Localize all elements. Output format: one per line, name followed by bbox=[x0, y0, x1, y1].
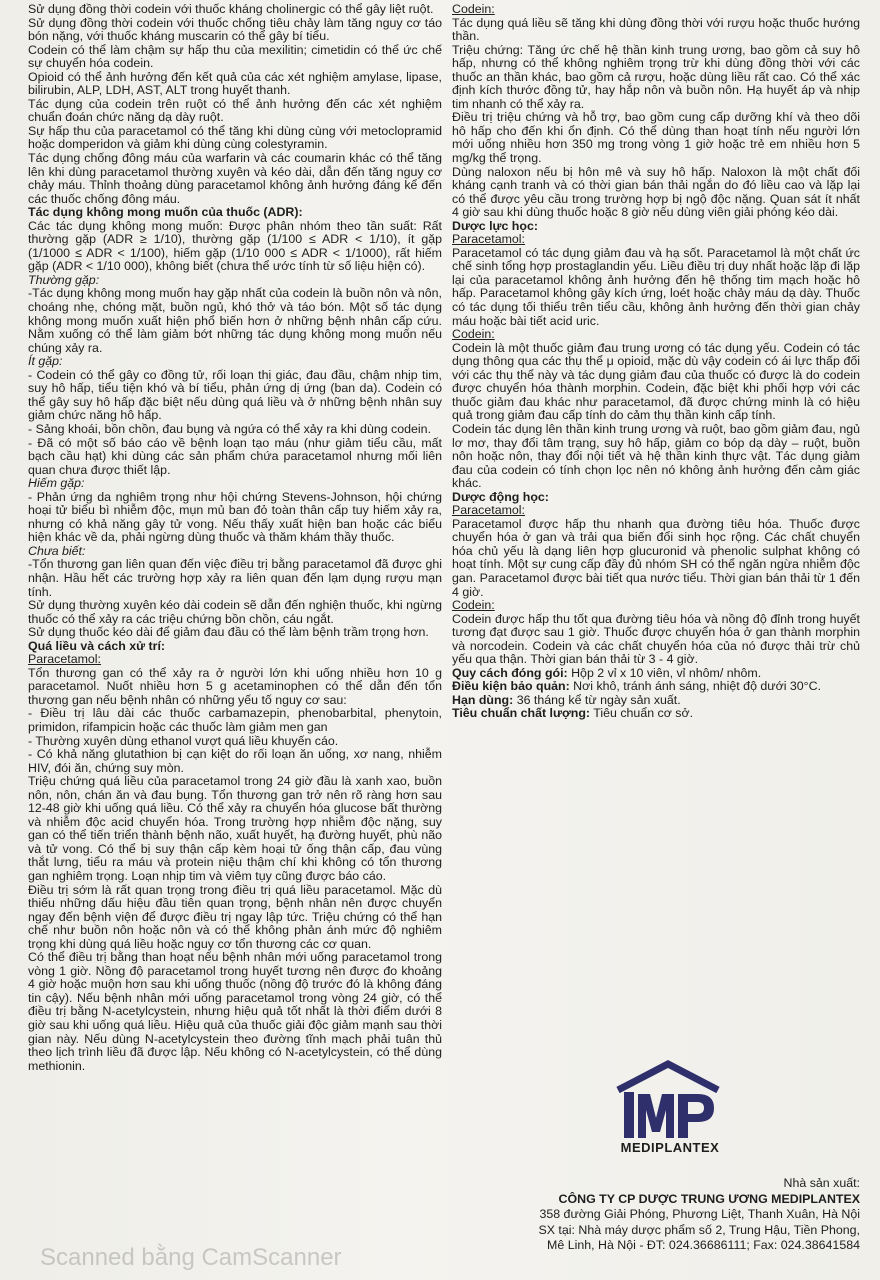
section-heading: Dược lực học: bbox=[452, 218, 538, 233]
manufacturer-factory-line-1: SX tại: Nhà máy dược phẩm số 2, Trung Hậu, Tiền Phong, bbox=[538, 1222, 860, 1237]
paragraph: Các tác dụng không mong muốn: Được phân nhóm theo tần suất: Rất thường gặp (ADR ≥ 1/10), thường gặp (1/100 ≤ ADR < 1/10), ít gặp (1/1000 ≤ ADR < 1/100), hiếm gặp (1/10 000 ≤ ADR < 1/1000), rất hiếm gặp (ADR < 1/10 000), không biết (chưa thể ước tính từ số liệu hiện có). bbox=[28, 218, 442, 274]
frequency-label: Chưa biết: bbox=[28, 543, 86, 558]
section-heading: Quá liều và cách xử trí: bbox=[28, 638, 166, 653]
brand-name: MEDIPLANTEX bbox=[620, 1140, 720, 1155]
frequency-label: Thường gặp: bbox=[28, 272, 100, 287]
paragraph: Triệu chứng: Tăng ức chế hệ thần kinh trung ương, bao gồm cả suy hô hấp, nhưng có thể không nghiêm trọng trừ khi dùng đồng thời với các thuốc an thần khác, bao gồm cả rượu, hoặc dùng liều rất cao. Có thể xác định kích thước đồng tử, hay hắp nôn và buồn nôn. Hạ huyết áp và nhịp tim nhanh có thể xảy ra. bbox=[452, 42, 860, 111]
paragraph: Opioid có thể ảnh hưởng đến kết quả của các xét nghiệm amylase, lipase, bilirubin, ALP, LDH, AST, ALT trong huyết thanh. bbox=[28, 69, 442, 98]
paragraph: Sử dụng đồng thời codein với thuốc kháng cholinergic có thể gây liệt ruột. bbox=[28, 2, 434, 16]
subsection-heading: Codein: bbox=[452, 598, 495, 613]
paragraph: Sử dụng đồng thời codein với thuốc chống tiêu chảy làm tăng nguy cơ táo bón nặng, với thuốc kháng muscarin có thể gây bí tiểu. bbox=[28, 15, 442, 44]
paragraph: Codein được hấp thu tốt qua đường tiêu hóa và nồng độ đỉnh trong huyết tương đạt được sau 1 giờ. Thuốc được chuyển hóa ở gan thành morphin và norcodein. Codein và các chất chuyển hóa của nó được thải trừ chủ yếu qua thận. Thời gian bán thải từ 3 - 4 giờ. bbox=[452, 611, 860, 667]
info-label: Hạn dùng: bbox=[452, 692, 514, 707]
paragraph: Triệu chứng quá liều của paracetamol trong 24 giờ đầu là xanh xao, buồn nôn, nôn, chán ăn và đau bụng. Tổn thương gan trở nên rõ ràng hơn sau 12-48 giờ khi uống quá liều. Có thể xảy ra chuyển hóa glucose bất thường và nhiễm độc acid chuyển hóa. Trong trường hợp nhiễm độc nặng, suy gan có thể tiến triển thành bệnh não, xuất huyết, hạ đường huyết, phù não và tử vong. Có thể bị suy thận cấp kèm hoại tử ống thận cấp, đau vùng thắt lưng, tiểu ra máu và protein niệu thậm chí khi không có tổn thương gan nghiêm trọng. Loạn nhịp tim và viêm tụy cũng được báo cáo. bbox=[28, 774, 442, 883]
info-label: Điều kiện bảo quản: bbox=[452, 679, 570, 694]
paragraph: - Điều trị lâu dài các thuốc carbamazepin, phenobarbital, phenytoin, primidon, rifampicin hoặc các thuốc làm giảm men gan bbox=[28, 706, 442, 734]
scanner-watermark: Scanned bằng CamScanner bbox=[40, 1244, 342, 1271]
paragraph: Paracetamol được hấp thu nhanh qua đường tiêu hóa. Thuốc được chuyển hóa ở gan và trải qua biến đổi sinh học rộng. Các chất chuyển hóa chủ yếu là dạng liên hợp glucuronid và phenolic sulphat không có hoạt tính. Một sự cung cấp đầy đủ nhóm SH có thể ngăn ngừa nhiễm độc gan. Paracetamol được bài tiết qua nước tiểu. Thời gian bán thải từ 1 đến 4 giờ. bbox=[452, 516, 860, 599]
paragraph: Dùng naloxon nếu bị hôn mê và suy hô hấp. Naloxon là một chất đối kháng cạnh tranh và có thời gian bán thải ngắn do đó liều cao và lặp lại có thể được yêu cầu trong trường hợp bị ngộ độc nặng. Quan sát ít nhất 4 giờ sau khi dùng thuốc hoặc 8 giờ nếu dùng viên giải phóng kéo dài. bbox=[452, 164, 860, 220]
right-text-column bbox=[452, 3, 860, 721]
frequency-label: Ít gặp: bbox=[28, 354, 63, 369]
paragraph: Tác dụng quá liều sẽ tăng khi dùng đồng thời với rượu hoặc thuốc hướng thần. bbox=[452, 15, 860, 44]
info-value: Tiêu chuẩn cơ sở. bbox=[590, 706, 694, 721]
paragraph: - Có khả năng glutathion bị cạn kiệt do rối loạn ăn uống, xơ nang, nhiễm HIV, đói ăn, chứng suy mòn. bbox=[28, 747, 442, 775]
paragraph: -Tác dụng không mong muốn hay gặp nhất của codein là buồn nôn và nôn, choáng nhẹ, chóng mặt, buồn ngủ, khó thở và táo bón. Một số tác dụng không mong muốn xuất hiện phổ biến hơn ở những bệnh nhân cấp cứu. Nằm xuống có thể làm giảm bớt những tác dụng không mong muốn nếu chúng xảy ra. bbox=[28, 286, 442, 355]
paragraph: Sự hấp thu của paracetamol có thể tăng khi dùng cùng với metoclopramid hoặc domperidon và giảm khi dùng cùng colestyramin. bbox=[28, 123, 442, 152]
section-heading: Dược động học: bbox=[452, 489, 549, 504]
section-heading: Tác dụng không mong muốn của thuốc (ADR): bbox=[28, 205, 303, 220]
paragraph: Tác dụng chống đông máu của warfarin và các coumarin khác có thể tăng lên khi dùng paracetamol thường xuyên và kéo dài, dẫn đến tăng nguy cơ chảy máu. Thỉnh thoảng dùng paracetamol không ảnh hưởng đáng kể đến các thuốc chống đông máu. bbox=[28, 151, 442, 206]
info-row bbox=[452, 680, 860, 694]
info-row bbox=[452, 694, 860, 708]
paragraph: - Phản ứng da nghiêm trọng như hội chứng Stevens-Johnson, hội chứng hoại tử biểu bì nhiễm độc, mụn mủ ban đỏ toàn thân cấp tuy hiếm xảy ra, nhưng có khả năng gây tử vong. Nếu thấy xuất hiện ban hoặc các biểu hiện khác về da, phải ngừng dùng thuốc và thăm khám thầy thuốc. bbox=[28, 489, 442, 545]
manufacturer-address: 358 đường Giải Phóng, Phương Liệt, Thanh Xuân, Hà Nội bbox=[539, 1207, 860, 1221]
subsection-heading: Paracetamol: bbox=[452, 503, 526, 518]
manufacturer-block bbox=[470, 1176, 860, 1254]
info-row bbox=[452, 667, 860, 681]
info-value: Hộp 2 vỉ x 10 viên, vỉ nhôm/ nhôm. bbox=[567, 665, 762, 680]
info-label: Quy cách đóng gói: bbox=[452, 665, 568, 680]
subsection-heading: Codein: bbox=[452, 2, 495, 16]
paragraph: Tác dụng của codein trên ruột có thể ảnh hưởng đến các xét nghiệm chuẩn đoán chức năng dạ dày ruột. bbox=[28, 96, 442, 125]
mediplantex-logo bbox=[598, 1058, 738, 1142]
paragraph: Điều trị triệu chứng và hỗ trợ, bao gồm cung cấp dưỡng khí và theo dõi hô hấp cho đến khi ổn định. Có thể dùng than hoạt tính nếu người lớn mới uống nhiều hơn 350 mg trong vòng 1 giờ hoặc trẻ em nhiều hơn 5 mg/kg thể trọng. bbox=[452, 110, 860, 166]
info-value: Nơi khô, tránh ánh sáng, nhiệt độ dưới 30°C. bbox=[569, 679, 822, 694]
paragraph: - Codein có thể gây co đồng tử, rối loạn thị giác, đau đầu, chậm nhịp tim, suy hô hấp, tiểu tiện khó và bí tiểu, phản ứng dị ứng (ban da). Codein có thể gây suy hô hấp đặc biệt nếu dùng quá liều và ở những bệnh nhân suy giảm chức năng hô hấp. bbox=[28, 367, 442, 423]
paragraph: Codein tác dụng lên thần kinh trung ương và ruột, bao gồm giảm đau, ngủ lơ mơ, thay đổi tâm trạng, suy hô hấp, giảm co bóp dạ dày – ruột, buồn nôn hoặc nôn, thay đổi nội tiết và hệ thần kinh thực vật. Tác dụng giảm đau của codein có tính chọn lọc nên nó không ảnh hưởng đến cảm giác khác. bbox=[452, 421, 860, 491]
paragraph: - Thường xuyên dùng ethanol vượt quá liều khuyến cáo. bbox=[28, 733, 339, 748]
paragraph: - Đã có một số báo cáo về bệnh loạn tạo máu (như giảm tiểu cầu, mất bạch cầu hạt) khi dùng các sản phẩm chứa paracetamol nhưng mối liên quan chưa được thiết lập. bbox=[28, 435, 442, 477]
subsection-heading: Codein: bbox=[452, 327, 495, 342]
manufacturer-company: CÔNG TY CP DƯỢC TRUNG ƯƠNG MEDIPLANTEX bbox=[558, 1191, 860, 1206]
frequency-label: Hiếm gặp: bbox=[28, 476, 85, 491]
info-value: 36 tháng kể từ ngày sản xuất. bbox=[513, 692, 681, 707]
manufacturer-factory-line-2: Mê Linh, Hà Nội - ĐT: 024.36686111; Fax: 024.38641584 bbox=[547, 1238, 860, 1252]
paragraph: - Sảng khoái, bồn chồn, đau bụng và ngứa có thể xảy ra khi dùng codein. bbox=[28, 421, 432, 436]
info-row bbox=[452, 707, 860, 721]
paragraph: Paracetamol có tác dụng giảm đau và hạ sốt. Paracetamol là một chất ức chế sinh tổng hợp prostaglandin yếu. Liều điều trị duy nhất hoặc lặp đi lặp lại của paracetamol không ảnh hưởng đến hệ thống tim mạch hoặc hô hấp. Paracetamol không gây kích ứng, loét hoặc chảy máu dạ dày. Thuốc có tác dụng tối thiểu trên tiểu cầu, không ảnh hưởng đến thời gian chảy máu hoặc bài tiết acid uric. bbox=[452, 245, 860, 328]
left-text-column bbox=[28, 3, 442, 1073]
paragraph: Sử dụng thường xuyên kéo dài codein sẽ dẫn đến nghiện thuốc, khi ngừng thuốc có thể xảy ra các triệu chứng bồn chồn, cáu ngắt. bbox=[28, 598, 442, 626]
paragraph: Codein có thể làm chậm sự hấp thu của mexilitin; cimetidin có thể ức chế sự chuyển hóa codein. bbox=[28, 42, 442, 71]
paragraph: -Tổn thương gan liên quan đến việc điều trị bằng paracetamol đã được ghi nhận. Hầu hết các trường hợp xảy ra liên quan đến lạm dụng rượu mạn tính. bbox=[28, 557, 442, 599]
paragraph: Điều trị sớm là rất quan trọng trong điều trị quá liều paracetamol. Mặc dù thiếu những dấu hiệu đầu tiên quan trọng, bệnh nhân nên được chuyển ngay đến bệnh viện để được điều trị ngay lập tức. Triệu chứng có thể hạn chế như buồn nôn hoặc nôn và có thể không phản ánh mức độ nghiêm trọng khi dùng quá liều hoặc nguy cơ tổn thương các cơ quan. bbox=[28, 882, 442, 951]
mediplantex-logo-icon bbox=[598, 1058, 738, 1142]
info-label: Tiêu chuẩn chất lượng: bbox=[452, 706, 591, 721]
manufacturer-heading: Nhà sản xuất: bbox=[783, 1176, 860, 1190]
paragraph: Sử dụng thuốc kéo dài để giảm đau đầu có thể làm bệnh trầm trọng hơn. bbox=[28, 625, 429, 640]
paragraph: Tổn thương gan có thể xảy ra ở người lớn khi uống nhiều hơn 10 g paracetamol. Nuốt nhiều hơn 5 g acetaminophen có thể dẫn đến tổn thương gan nếu bệnh nhân có những yếu tố nguy cơ sau: bbox=[28, 665, 442, 707]
paragraph: Có thể điều trị bằng than hoạt nếu bệnh nhân mới uống paracetamol trong vòng 1 giờ. Nồng độ paracetamol trong huyết tương nên được đo khoảng 4 giờ hoặc muộn hơn sau khi uống thuốc (nồng độ trước đó là không đáng tin cậy). Nếu bệnh nhân mới uống paracetamol trong vòng 24 giờ, có thể điều trị bằng N-acetylcystein, nhưng hiệu quả tốt nhất là thời điểm dưới 8 giờ sau khi uống quá liều. Hiệu quả của thuốc giải độc giảm mạnh sau thời gian này. Nếu dùng N-acetylcystein theo đường tĩnh mạch phải tuân thủ theo lịch trình liều đã được lập. Nếu không có N-acetylcystein, có thể dùng methionin. bbox=[28, 950, 442, 1073]
subsection-heading: Paracetamol: bbox=[452, 232, 526, 247]
subsection-heading: Paracetamol: bbox=[28, 652, 102, 667]
paragraph: Codein là một thuốc giảm đau trung ương có tác dụng yếu. Codein có tác dụng thông qua các thụ thể μ opioid, mặc dù vậy codein có ái lực thấp đối với các thụ thể này và tác dụng giảm đau của thuốc có được là do codein được chuyển hóa thành morphin. Codein, đặc biệt khi phối hợp với các thuốc giảm đau khác như paracetamol, đã được chứng minh là có hiệu quả trong giảm đau cấp tính do cảm thụ thần kinh cấp tính. bbox=[452, 340, 860, 423]
